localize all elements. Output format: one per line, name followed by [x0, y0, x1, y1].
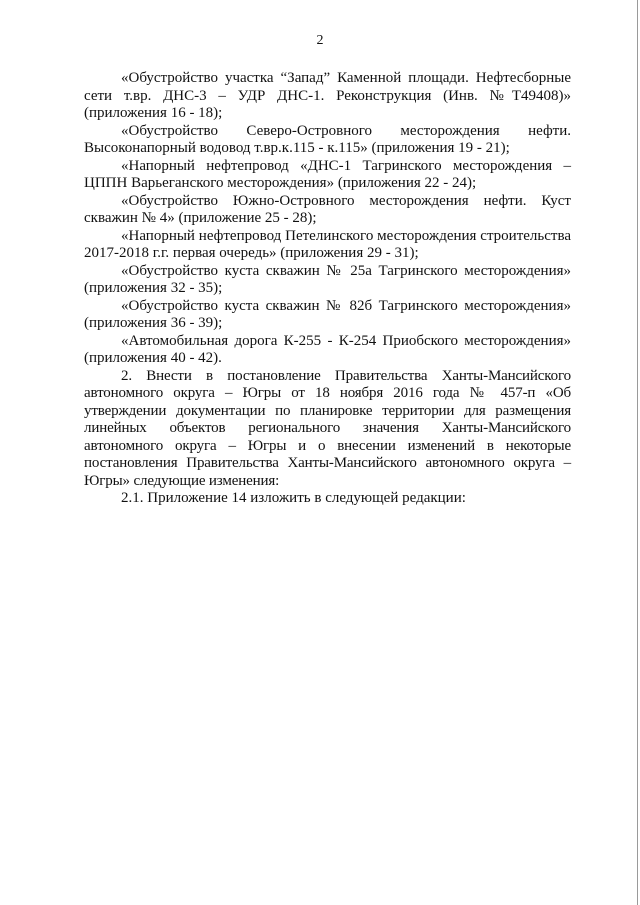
- document-body: [84, 70, 571, 508]
- paragraph-zapad-oil-gathering: «Обустройство участка “Запад” Каменной площади. Нефтесборные сети т.вр. ДНС-3 – УДР ДНС-1. Реконструкция (Инв. №Т49408)» (приложения 16 - 18);: [84, 70, 571, 121]
- paragraph-severo-ostrovnoe-water-line: «Обустройство Северо-Островного месторождения нефти. Высоконапорный водовод т.вр.к.115 - к.115» (приложения 19 - 21);: [84, 122, 571, 156]
- paragraph-amendment-457p: 2. Внести в постановление Правительства Ханты-Мансийского автономного округа – Югры от 18 ноября 2016 года № 457-п «Об утверждении документации по планировке территории для размещения линейных объектов регионального значения Ханты-Мансийского автономного округа – Югры и о внесении изменений в некоторые постановления Правительства Ханты-Мансийского автономного округа – Югры» следующие изменения:: [84, 367, 571, 489]
- paragraph-road-k255-k254: «Автомобильная дорога К-255 - К-254 Приобского месторождения» (приложения 40 - 42).: [84, 332, 571, 366]
- paragraph-appendix-14: 2.1. Приложение 14 изложить в следующей редакции:: [121, 490, 466, 506]
- page-number: 2: [316, 33, 324, 48]
- paragraph-petelinskoe-pipeline: «Напорный нефтепровод Петелинского месторождения строительства 2017-2018 г.г. первая очередь» (приложения 29 - 31);: [84, 227, 571, 261]
- paragraph-well-pad-25a: «Обустройство куста скважин № 25а Тагринского месторождения» (приложения 32 - 35);: [84, 262, 571, 296]
- page-edge-line: [637, 0, 638, 905]
- paragraph-dns1-pipeline: «Напорный нефтепровод «ДНС-1 Тагринского месторождения – ЦППН Варьеганского месторождения» (приложения 22 - 24);: [84, 157, 571, 191]
- paragraph-yuzhno-ostrovnoe-well-pad: «Обустройство Южно-Островного месторождения нефти. Куст скважин № 4» (приложение 25 - 28);: [84, 192, 571, 226]
- paragraph-well-pad-82b: «Обустройство куста скважин № 82б Тагринского месторождения» (приложения 36 - 39);: [84, 297, 571, 331]
